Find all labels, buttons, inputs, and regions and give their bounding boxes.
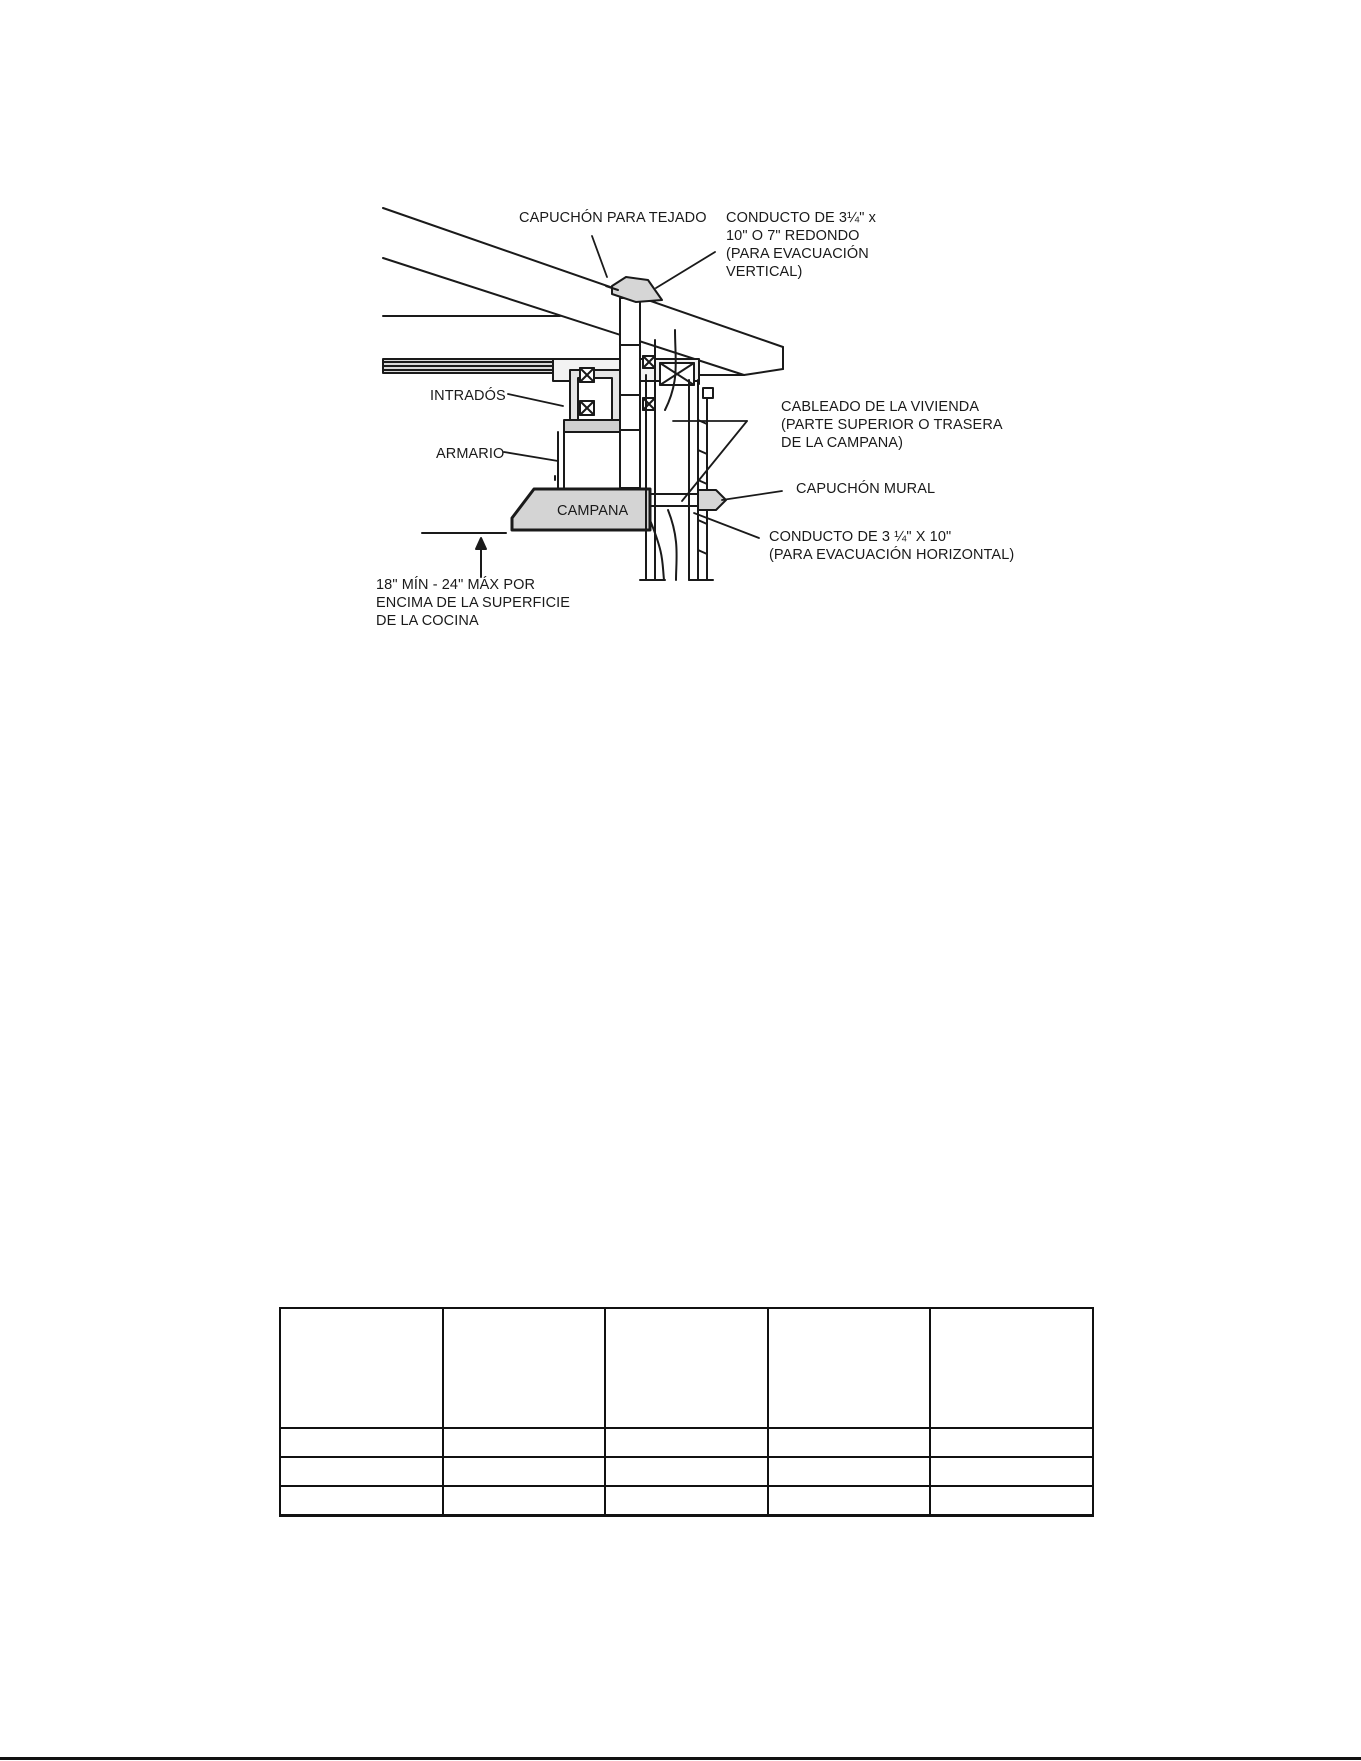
clearance-marker <box>422 533 506 577</box>
table-cell <box>443 1428 606 1457</box>
roof-cap <box>606 277 662 302</box>
house-wiring-label: CABLEADO DE LA VIVIENDA (PARTE SUPERIOR O TRASERA DE LA CAMPANA) <box>781 399 1003 451</box>
roof <box>383 208 783 384</box>
table-cell <box>930 1428 1093 1457</box>
cabinet <box>555 432 620 489</box>
table-cell <box>605 1457 768 1486</box>
table-header-row <box>280 1308 1093 1428</box>
table-cell <box>605 1428 768 1457</box>
table-header-cell <box>930 1308 1093 1428</box>
page-bottom-rule <box>0 1757 1361 1760</box>
roof-cap-label: CAPUCHÓN PARA TEJADO <box>519 210 707 226</box>
spec-table <box>279 1307 1094 1517</box>
table-cell <box>443 1486 606 1516</box>
table-header-cell <box>605 1308 768 1428</box>
table-cell <box>768 1457 931 1486</box>
vertical-duct <box>620 298 655 490</box>
table-cell <box>280 1486 443 1516</box>
table-cell <box>930 1486 1093 1516</box>
table-cell <box>280 1457 443 1486</box>
table-cell <box>930 1457 1093 1486</box>
table-header-cell <box>768 1308 931 1428</box>
table-cell <box>280 1428 443 1457</box>
table-cell <box>605 1486 768 1516</box>
table-row <box>280 1457 1093 1486</box>
vertical-duct-label: CONDUCTO DE 3¼" x 10" O 7" REDONDO (PARA EVACUACIÓN VERTICAL) <box>726 210 876 280</box>
clearance-label: 18" MÍN - 24" MÁX POR ENCIMA DE LA SUPERFICIE DE LA COCINA <box>376 577 571 629</box>
soffit-label: INTRADÓS <box>430 388 506 404</box>
horizontal-duct-label: CONDUCTO DE 3 ¼" X 10" (PARA EVACUACIÓN HORIZONTAL) <box>769 529 1015 563</box>
table-header-cell <box>280 1308 443 1428</box>
table-row <box>280 1486 1093 1516</box>
wall-cap-label: CAPUCHÓN MURAL <box>796 481 936 497</box>
table-header-cell <box>443 1308 606 1428</box>
table-cell <box>443 1457 606 1486</box>
cabinet-label: ARMARIO <box>436 446 505 462</box>
table-cell <box>768 1428 931 1457</box>
table-row <box>280 1428 1093 1457</box>
hood-label: CAMPANA <box>557 503 629 519</box>
table-cell <box>768 1486 931 1516</box>
